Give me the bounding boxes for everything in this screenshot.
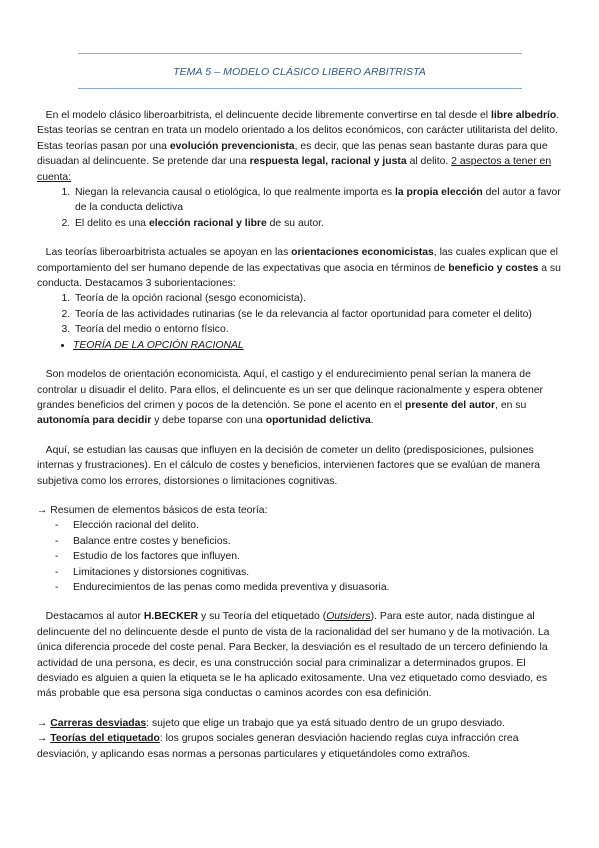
paragraph-becker: Destacamos al autor H.BECKER y su Teoría del etiquetado (Outsiders). Para este autor, nada distingue al delincuente del no delincuente desde el punto de vista de la racionalidad del ser humano y de la motivación. La única diferencia procede del coste penal. Para Becker, la desviación es el resultado de un tercero definiendo la actividad de una persona, es decir, es una construcción social para criminalizar a determinados grupos. El desviado es alguien a quien la etiqueta se le ha aplicado exitosamente. Una vez etiquetado como desviado, es más probable que esa persona siga conductas o caminos acordes con esa definición. — [37, 611, 550, 700]
definition-carreras: → Carreras desviadas: sujeto que elige un trabajo que ya está situado dentro de un grupo desviado. — [37, 717, 505, 729]
list-item: 2. Teoría de las actividades rutinarias (se le da relevancia al factor oportunidad para cometer el delito) — [73, 307, 562, 322]
paragraph-intro: En el modelo clásico liberoarbitrista, el delincuente decide libremente convertirse en tal desde el libre albedrío. Estas teorías se centran en trata un modelo orientado a los delitos económicos, con carácter utilitarista del delito. Estas teorías pasan por una evolución prevencionista, es decir, que las penas sean bastante duras para que disuadan al delincuente. Se pretende dar una respuesta legal, racional y justa al delito. 2 aspectos a tener en cuenta: — [37, 110, 560, 183]
list-item: 2. El delito es una elección racional y libre de su autor. — [73, 216, 562, 231]
header-rule-top — [78, 53, 522, 54]
suborientaciones-list — [37, 291, 562, 337]
list-item: 3. Teoría del medio o entorno físico. — [73, 322, 562, 337]
resumen-list — [37, 518, 562, 595]
definition-teorias: → Teorías del etiquetado: los grupos sociales generan desviación haciendo reglas cuya infracción crea desviación, y aplicando esas normas a personas particulares y etiquetándoles como extraños. — [37, 733, 519, 760]
paragraph-orientaciones: Las teorías liberoarbitrista actuales se apoyan en las orientaciones economicistas, las cuales explican que el comportamiento del ser humano depende de las expectativas que asocia en términos de beneficio y costes a su conducta. Destacamos 3 suborientaciones: — [37, 247, 561, 290]
resumen-intro: → Resumen de elementos básicos de esta teoría: — [37, 504, 268, 516]
aspects-list — [37, 185, 562, 231]
list-item: - Limitaciones y distorsiones cognitivas. — [73, 565, 562, 580]
list-item: - Endurecimientos de las penas como medida preventiva y disuasoria. — [73, 580, 562, 595]
document-body — [37, 108, 562, 762]
header-rule-bottom — [78, 88, 522, 89]
list-item: - Elección racional del delito. — [73, 518, 562, 533]
list-item: 1. Niegan la relevancia causal o etiológica, lo que realmente importa es la propia elección del autor a favor de la conducta delictiva — [73, 185, 562, 216]
paragraph-opcion-racional: Son modelos de orientación economicista. Aquí, el castigo y el endurecimiento penal serían la manera de controlar u disuadir el delito. Para ellos, el delincuente es un ser que delinque racionalmente y espera obtener grandes beneficios del crimen y pocos de la detención. Se pone el acento en el presente del autor, en su autonomía para decidir y debe toparse con una oportunidad delictiva. — [37, 369, 543, 427]
aspects-heading: 2 aspectos a tener en cuenta: — [37, 156, 552, 183]
paragraph-causas: Aquí, se estudian las causas que influyen en la decisión de cometer un delito (predisposiciones, pulsiones internas y frustraciones). En el cálculo de costes y beneficios, intervienen factores que se evalúan de manera subjetiva como los errores, distorsiones o limitaciones cognitivas. — [37, 444, 541, 487]
list-item: - Estudio de los factores que influyen. — [73, 549, 562, 564]
list-item: 1. Teoría de la opción racional (sesgo economicista). — [73, 291, 562, 306]
list-item: - Balance entre costes y beneficios. — [73, 534, 562, 549]
page-title: TEMA 5 – MODELO CLÁSICO LIBERO ARBITRISTA — [173, 66, 426, 78]
section-heading: • TEORÍA DE LA OPCIÓN RACIONAL — [73, 338, 562, 353]
section-heading-list — [37, 338, 562, 353]
